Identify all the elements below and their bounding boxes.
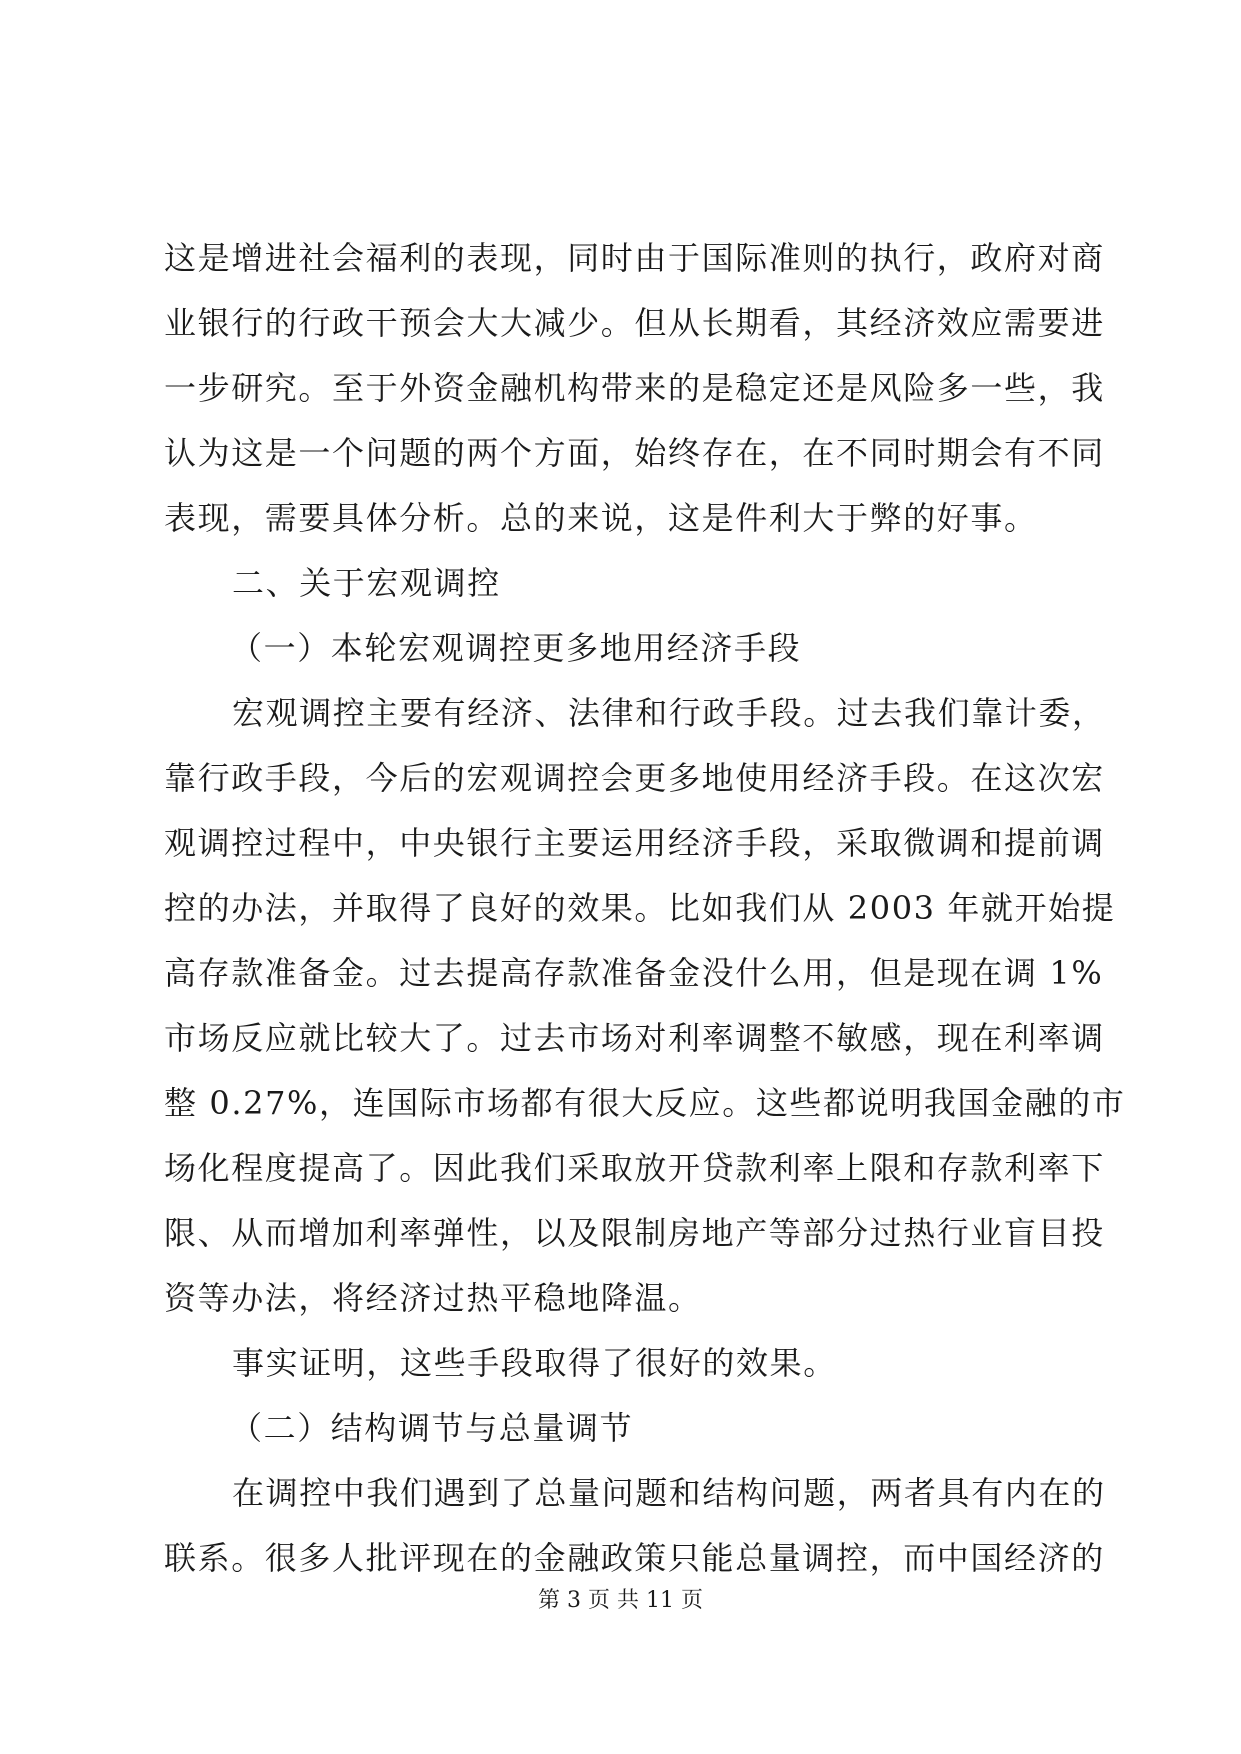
text-line: 场化程度提高了。因此我们采取放开贷款利率上限和存款利率下 [164, 1149, 1105, 1187]
text-line: 认为这是一个问题的两个方面，始终存在，在不同时期会有不同 [164, 434, 1105, 472]
text-line: 整 0.27%，连国际市场都有很大反应。这些都说明我国金融的市 [164, 1084, 1126, 1122]
paragraph-first-line: 在调控中我们遇到了总量问题和结构问题，两者具有内在的 [232, 1474, 1106, 1512]
text-line: 市场反应就比较大了。过去市场对利率调整不敏感，现在利率调 [164, 1019, 1105, 1057]
text-line: 联系。很多人批评现在的金融政策只能总量调控，而中国经济的 [164, 1539, 1105, 1577]
text-line: 表现，需要具体分析。总的来说，这是件利大于弊的好事。 [164, 499, 1038, 537]
text-line: 高存款准备金。过去提高存款准备金没什么用，但是现在调 1% [164, 954, 1104, 992]
section-heading: 二、关于宏观调控 [232, 564, 501, 602]
text-line: 这是增进社会福利的表现，同时由于国际准则的执行，政府对商 [164, 239, 1105, 277]
text-line: 控的办法，并取得了良好的效果。比如我们从 2003 年就开始提 [164, 889, 1116, 927]
text-line: 靠行政手段，今后的宏观调控会更多地使用经济手段。在这次宏 [164, 759, 1105, 797]
text-line: 限、从而增加利率弹性，以及限制房地产等部分过热行业盲目投 [164, 1214, 1105, 1252]
text-line: 观调控过程中，中央银行主要运用经济手段，采取微调和提前调 [164, 824, 1105, 862]
paragraph-first-line: 宏观调控主要有经济、法律和行政手段。过去我们靠计委， [232, 694, 1106, 732]
page-footer: 第 3 页 共 11 页 [538, 1588, 703, 1613]
text-line: 资等办法，将经济过热平稳地降温。 [164, 1279, 702, 1317]
text-line: 一步研究。至于外资金融机构带来的是稳定还是风险多一些，我 [164, 369, 1105, 407]
document-body [164, 226, 1126, 1591]
paragraph-first-line: 事实证明，这些手段取得了很好的效果。 [232, 1344, 837, 1382]
subsection-heading: （一）本轮宏观调控更多地用经济手段 [230, 629, 802, 667]
text-line: 业银行的行政干预会大大减少。但从长期看，其经济效应需要进 [164, 304, 1105, 342]
subsection-heading: （二）结构调节与总量调节 [230, 1409, 634, 1447]
